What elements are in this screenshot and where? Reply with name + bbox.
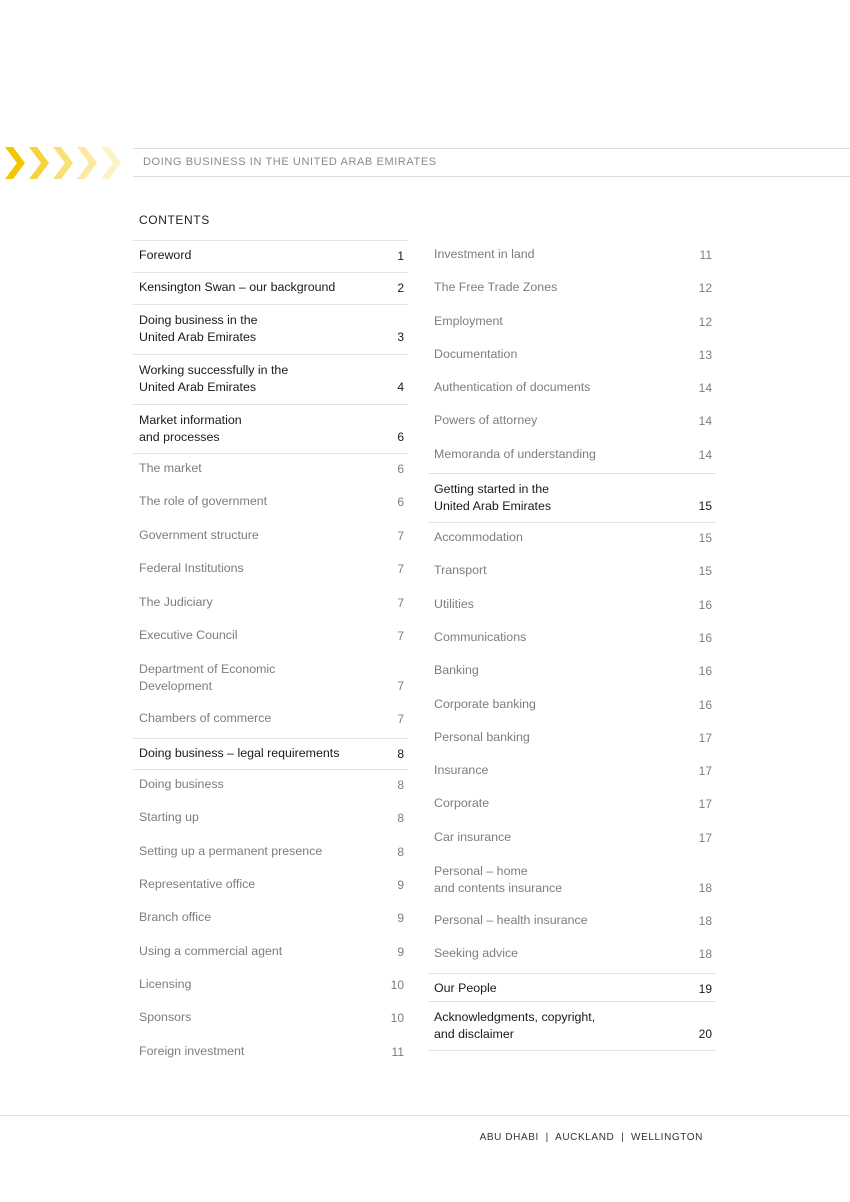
toc-entry-label: Investment in land: [434, 247, 535, 261]
toc-subsection-entry[interactable]: [428, 789, 716, 822]
toc-section-entry[interactable]: [133, 304, 408, 354]
toc-page-number: 16: [698, 630, 712, 645]
toc-page-number: 2: [397, 281, 404, 295]
toc-entry-label: Licensing: [139, 977, 192, 992]
toc-entry-label: Accommodation: [434, 530, 523, 545]
toc-page-number: 13: [698, 347, 712, 362]
toc-section-entry[interactable]: [428, 1001, 716, 1051]
toc-subsection-entry[interactable]: [133, 654, 408, 704]
toc-subsection-entry[interactable]: [133, 1003, 408, 1036]
toc-page-number: 20: [698, 1026, 712, 1041]
toc-page-number: 19: [698, 981, 712, 996]
toc-subsection-entry[interactable]: [428, 373, 716, 406]
toc-subsection-entry[interactable]: [133, 554, 408, 587]
toc-entry-label: Acknowledgments, copyright, and disclaimer: [434, 1009, 596, 1041]
toc-section-entry[interactable]: [428, 973, 716, 1001]
toc-subsection-entry[interactable]: [133, 770, 408, 803]
toc-entry-label: Communications: [434, 629, 527, 644]
toc-subsection-entry[interactable]: [428, 723, 716, 756]
toc-subsection-entry[interactable]: [428, 307, 716, 340]
toc-entry-label: Our People: [434, 980, 497, 995]
toc-entry-label: Doing business in the United Arab Emirates: [139, 313, 258, 344]
toc-entry-label: Setting up a permanent presence: [139, 843, 323, 858]
toc-page-number: 7: [397, 562, 404, 577]
toc-page-number: 15: [698, 564, 712, 579]
toc-page-number: 18: [698, 881, 712, 896]
toc-section-entry[interactable]: [133, 354, 408, 404]
toc-entry-label: Government structure: [139, 527, 259, 542]
toc-subsection-entry[interactable]: [428, 690, 716, 723]
toc-page-number: 11: [699, 248, 712, 262]
toc-page-number: 6: [397, 430, 404, 444]
toc-entry-label: Working successfully in the United Arab Emirates: [139, 363, 289, 394]
toc-subsection-entry[interactable]: [428, 240, 716, 273]
toc-entry-label: Foreword: [139, 248, 192, 262]
toc-entry-label: Department of Economic Development: [139, 662, 276, 694]
toc-entry-label: Memoranda of understanding: [434, 446, 596, 461]
toc-entry-label: The role of government: [139, 494, 268, 509]
toc-entry-label: Branch office: [139, 910, 212, 925]
toc-entry-label: Starting up: [139, 810, 199, 825]
toc-page-number: 12: [698, 281, 712, 296]
toc-page-number: 6: [397, 462, 404, 476]
toc-page-number: 18: [698, 914, 712, 929]
toc-entry-label: Seeking advice: [434, 946, 519, 961]
toc-entry-label: Market information and processes: [139, 413, 242, 444]
toc-subsection-entry[interactable]: [428, 406, 716, 439]
toc-page-number: 7: [397, 628, 404, 643]
toc-subsection-entry[interactable]: [133, 870, 408, 903]
toc-page-number: 16: [698, 697, 712, 712]
toc-subsection-entry[interactable]: [133, 487, 408, 520]
toc-page-number: 3: [397, 330, 404, 344]
toc-subsection-entry[interactable]: [133, 903, 408, 936]
toc-page-number: 10: [390, 978, 404, 993]
toc-entry-label: Transport: [434, 563, 487, 578]
toc-subsection-entry[interactable]: [428, 939, 716, 972]
toc-section-entry[interactable]: [133, 404, 408, 454]
toc-subsection-entry[interactable]: [133, 454, 408, 487]
toc-subsection-entry[interactable]: [133, 837, 408, 870]
toc-page-number: 9: [397, 911, 404, 926]
toc-entry-label: Executive Council: [139, 627, 238, 642]
toc-subsection-entry[interactable]: [428, 523, 716, 556]
toc-subsection-entry[interactable]: [428, 556, 716, 589]
toc-page-number: 14: [698, 414, 712, 429]
toc-entry-label: Corporate: [434, 796, 490, 811]
toc-entry-label: Banking: [434, 663, 479, 678]
toc-subsection-entry[interactable]: [428, 340, 716, 373]
toc-entry-label: Getting started in the United Arab Emirates: [434, 482, 552, 514]
toc-page-number: 16: [698, 597, 712, 612]
toc-entry-label: Powers of attorney: [434, 413, 538, 428]
toc-entry-label: The Free Trade Zones: [434, 280, 558, 295]
toc-subsection-entry[interactable]: [428, 273, 716, 306]
toc-page-number: 17: [698, 764, 712, 779]
toc-entry-label: Chambers of commerce: [139, 711, 272, 726]
toc-page-number: 8: [397, 811, 404, 826]
toc-entry-label: Personal banking: [434, 729, 530, 744]
toc-entry-label: Representative office: [139, 876, 256, 891]
toc-entry-label: Personal – home and contents insurance: [434, 864, 563, 896]
toc-subsection-entry[interactable]: [428, 906, 716, 939]
toc-page-number: 7: [397, 595, 404, 610]
chevron-shape: [5, 147, 25, 179]
toc-page-number: 11: [391, 1044, 404, 1059]
toc-page-number: 9: [397, 944, 404, 959]
toc-entry-label: Employment: [434, 313, 503, 328]
toc-page-number: 7: [397, 528, 404, 543]
toc-subsection-entry[interactable]: [133, 803, 408, 836]
toc-subsection-entry[interactable]: [133, 588, 408, 621]
toc-page-number: 18: [698, 947, 712, 962]
chevron-shape: [77, 147, 97, 179]
toc-subsection-entry[interactable]: [428, 823, 716, 856]
toc-entry-label: Federal Institutions: [139, 561, 244, 576]
toc-page-number: 4: [397, 380, 404, 394]
running-header-title: DOING BUSINESS IN THE UNITED ARAB EMIRATES: [143, 156, 437, 168]
toc-section-entry[interactable]: [133, 738, 408, 770]
toc-entry-label: Foreign investment: [139, 1043, 245, 1058]
toc-page-number: 8: [397, 777, 404, 792]
toc-page-number: 17: [698, 830, 712, 845]
toc-subsection-entry[interactable]: [428, 590, 716, 623]
toc-page-number: 9: [397, 877, 404, 892]
toc-page-number: 10: [390, 1011, 404, 1026]
toc-page-number: 14: [698, 381, 712, 396]
toc-page-number: 15: [698, 531, 712, 546]
toc-entry-label: Doing business: [139, 776, 224, 791]
toc-entry-label: The Judiciary: [139, 594, 213, 609]
toc-entry-label: Using a commercial agent: [139, 943, 283, 958]
chevron-shape: [53, 147, 73, 179]
header-rule-bottom: [133, 176, 850, 177]
toc-entry-label: The market: [139, 461, 202, 475]
toc-page-number: 8: [397, 844, 404, 859]
toc-entry-label: Kensington Swan – our background: [139, 280, 336, 294]
chevron-shape: [101, 147, 121, 179]
toc-entry-label: Insurance: [434, 763, 489, 778]
toc-subsection-entry[interactable]: [428, 623, 716, 656]
toc-entry-label: Authentication of documents: [434, 380, 591, 395]
toc-subsection-entry[interactable]: [133, 704, 408, 737]
toc-left-column: [133, 240, 408, 1070]
toc-page-number: 1: [397, 249, 404, 263]
toc-page-number: 6: [397, 495, 404, 510]
toc-page-number: 16: [698, 664, 712, 679]
toc-subsection-entry[interactable]: [428, 856, 716, 906]
toc-entry-label: Documentation: [434, 346, 518, 361]
toc-right-column: [428, 240, 716, 1051]
toc-subsection-entry[interactable]: [133, 937, 408, 970]
toc-entry-label: Personal – health insurance: [434, 913, 588, 928]
toc-entry-label: Doing business – legal requirements: [139, 745, 340, 760]
toc-subsection-entry[interactable]: [133, 1037, 408, 1070]
contents-heading: CONTENTS: [139, 213, 210, 227]
toc-subsection-entry[interactable]: [133, 970, 408, 1003]
chevron-shape: [29, 147, 49, 179]
toc-entry-label: Corporate banking: [434, 696, 536, 711]
toc-page-number: 17: [698, 730, 712, 745]
toc-page-number: 14: [698, 447, 712, 462]
toc-subsection-entry[interactable]: [428, 756, 716, 789]
toc-section-entry[interactable]: [133, 272, 408, 304]
chevron-arrows-icon: [3, 143, 127, 183]
toc-subsection-entry[interactable]: [428, 656, 716, 689]
toc-section-entry[interactable]: [428, 473, 716, 523]
toc-entry-label: Car insurance: [434, 829, 512, 844]
toc-subsection-entry[interactable]: [133, 621, 408, 654]
toc-page-number: 7: [397, 712, 404, 727]
toc-page-number: 15: [698, 499, 712, 514]
toc-page-number: 7: [397, 679, 404, 694]
toc-entry-label: Utilities: [434, 596, 474, 611]
header-rule-top: [133, 148, 850, 149]
footer-offices: ABU DHABI | AUCKLAND | WELLINGTON: [479, 1132, 703, 1143]
toc-page-number: 17: [698, 797, 712, 812]
footer-rule: [0, 1115, 850, 1116]
toc-section-entry[interactable]: [133, 240, 408, 272]
toc-page-number: 12: [698, 314, 712, 329]
toc-subsection-entry[interactable]: [133, 521, 408, 554]
toc-entry-label: Sponsors: [139, 1010, 192, 1025]
toc-subsection-entry[interactable]: [428, 440, 716, 473]
toc-page-number: 8: [397, 746, 404, 761]
